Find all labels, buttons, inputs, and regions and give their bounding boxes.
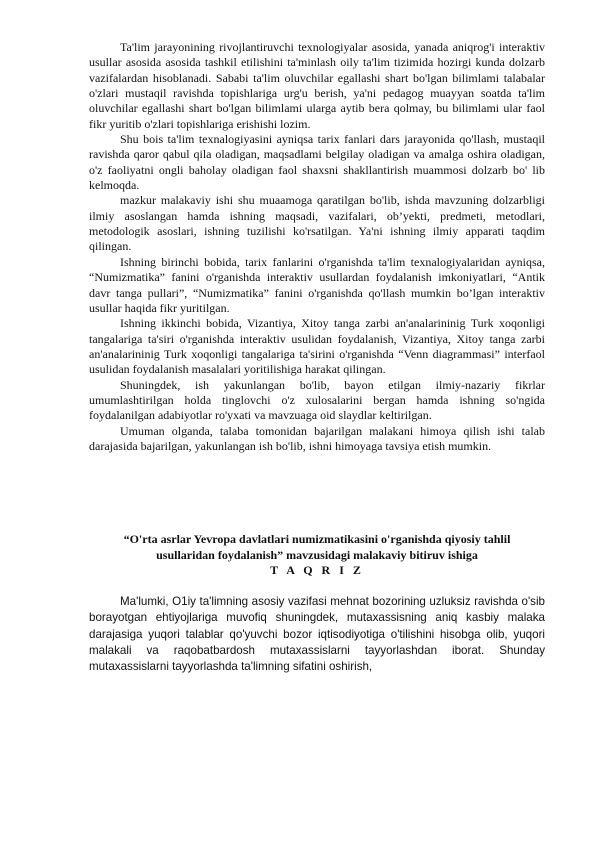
paragraph-recommendation: Umuman olganda, talaba tomonidan bajarilgan malakani himoya qilish ishi talab darajasida bajarilgan, yakunlangan ish bo'lib, ishni himoyaga tavsiya etish mumkin. [89, 423, 545, 453]
paragraph-scope: mazkur malakaviy ishi shu muaamoga qaratilgan bo'lib, ishda mavzuning dolzarbligi ilmiy asoslangan hamda ishning maqsadi, vazifalari, ob’yekti, predmeti, metodlari, metodologik asoslari, ishning tuzilishi ko'rsatilgan. Ya'ni ishning ilmiy apparati taqdim qilingan. [89, 193, 545, 254]
paragraph-chapter-two: Ishning ikkinchi bobida, Vizantiya, Xitoy tanga zarbi an'analarininig Turk xoqonligi tangalariga ta'siri o'rganishda interaktiv usulidan foydalanish, Vizantiya, Xitoy tanga zarbi an'analarininig Turk xoqonligi tangalariga ta'sirini o'rganishda “Venn diagrammasi” interfaol usulidan foydalanish masalalari yoritilishiga harakat qilingan. [89, 316, 545, 377]
heading-title-review: T A Q R I Z [270, 563, 364, 578]
paragraph-chapter-one: Ishning birinchi bobida, tarix fanlarini o'rganishda ta'lim texnalogiyalaridan ayniqsa, “Numizmatika” fanini o'rganishda interaktiv usullardan foydalanish imkoniyatlari, “Antik davr tanga pullari”, “Numizmatika” fanini o'rganishda qo'llash mumkin bo’lgan interaktiv usullar haqida fikr yuritilgan. [89, 254, 545, 315]
heading-line-2: usullaridan foydalanish” mavzusidagi malakaviy bitiruv ishiga [156, 547, 478, 562]
heading-line-1: “O'rta asrlar Yevropa davlatlari numizmatikasini o'rganishda qiyosiy tahlil [123, 532, 511, 547]
document-page [89, 40, 545, 676]
paragraph-intro: Ta'lim jarayonining rivojlantiruvchi texnologiyalar asosida, yanada aniqrog'i interaktiv usullar asosida asosida tashkil etilishini ta'minlash oily ta'lim tizimida hozirgi kunda dolzarb vazifalardan hisoblanadi. Sababi ta'lim oluvchilar egallashi shart bo'lgan bilimlami talabalar o'zlari mustaqil ravishda topishlariga urg'u berish, ya'ni pedagog muayyan soatda ta'lim oluvchilar egallashi shart bo'lgan bilimlami ularga aytib bera qolmay, bu bilimlami ular faol fikr yuritib o'zlari topishlariga erishishi lozim. [89, 40, 545, 131]
paragraph-conclusions: Shuningdek, ish yakunlangan bo'lib, bayon etilgan ilmiy-nazariy fikrlar umumlashtirilgan holda tinglovchi o'z xulosalarini bergan hamda ishning so'ngida foydalanilgan adabiyotlar ro'yxati va mavzuaga oid slaydlar keltirilgan. [89, 377, 545, 423]
paragraph-review-body: Ma'lumki, O1iy ta'limning asosiy vazifasi mehnat bozorining uzluksiz ravishda o'sib borayotgan ehtiyojlariga muvofiq shuningdek, mutaxassisning aniq kasbiy malaka darajasiga yuqori talablar qo'yuvchi bozor iqtisodiyotiga o'tilishini hisobga olib, yuqori malakali va raqobatbardosh mutaxassislarni tayyorlashdan iborat. Shunday mutaxassislarni tayyorlashda ta'limning sifatini oshirish, [89, 594, 545, 674]
review-heading [89, 532, 545, 579]
blank-space [89, 454, 545, 532]
paragraph-relevance: Shu bois ta'lim texnalogiyasini ayniqsa tarix fanlari dars jarayonida qo'llash, mustaqil ravishda qaror qabul qila oladigan, maqsadlami belgilay oladigan va amalga oshira oladigan, o'z faoliyatni ongli baholay oladigan faol shaxsni shakllantirish muammosi dolzarb bo' lib kelmoqda. [89, 132, 545, 193]
